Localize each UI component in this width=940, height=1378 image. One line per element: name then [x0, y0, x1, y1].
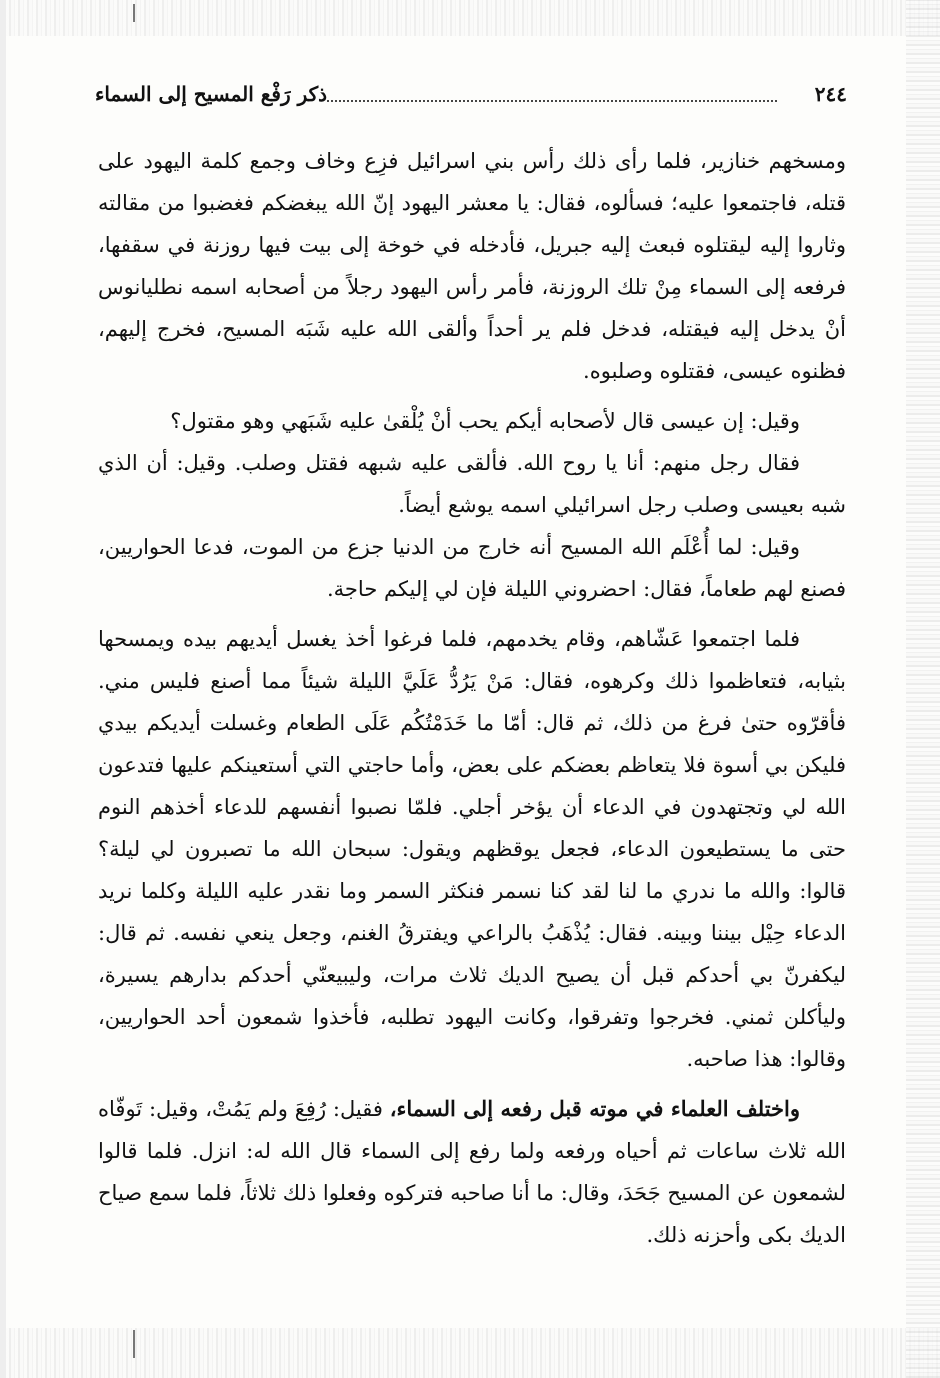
page-number: ٢٤٤ — [814, 82, 847, 106]
paragraph-4 — [98, 526, 846, 610]
scan-mark-top — [133, 4, 135, 22]
paragraph-text: فقال رجل منهم: أنا يا روح الله. فألقى عليه شبهه فقتل وصلب. وقيل: أن الذي شبه بعيسى وصلب رجل اسرائيلي اسمه يوشع أيضاً. — [98, 451, 846, 517]
scan-border-top — [0, 0, 940, 36]
paragraph-text: فلما اجتمعوا عَشّاهم، وقام يخدمهم، فلما فرغوا أخذ يغسل أيديهم بيده ويمسحها بثيابه، فتعاظموا ذلك وكرهوه، فقال: مَنْ يَرُدُّ عَلَيَّ الليلة شيئاً مما أصنع فليس مني. فأقرّوه حتىٰ فرغ من ذلك، ثم قال: أمّا ما خَدَمْتُكُم عَلَى الطعام وغسلت أيديكم بيدي فليكن بي أسوة فلا يتعاظم بعضكم على بعض، وأما حاجتي التي أستعينكم عليها فتدعون الله لي وتجتهدون في الدعاء أن يؤخر أجلي. فلمّا نصبوا أنفسهم للدعاء أخذهم النوم حتى ما يستطيعون الدعاء، فجعل يوقظهم ويقول: سبحان الله ما تصبرون لي ليلة؟ قالوا: والله ما ندري ما لنا لقد كنا نسمر فنكثر السمر وما نقدر عليه الليلة وكلما نريد الدعاء حِيْل بيننا وبينه. فقال: يُذْهَبُ بالراعي ويفترقُ الغنم، وجعل ينعي نفسه. ثم قال: ليكفرنّ بي أحدكم قبل أن يصيح الديك ثلاث مرات، وليبيعنّي أحدكم بدارهم يسيرة، وليأكلن ثمني. فخرجوا وتفرقوا، وكانت اليهود تطلبه، فأخذوا شمعون أحد الحواريين، وقالوا: هذا صاحبه. — [98, 627, 846, 1071]
scan-border-left — [0, 0, 6, 1378]
paragraph-6 — [98, 1088, 846, 1256]
page-header — [95, 76, 847, 114]
scan-border-right — [906, 0, 940, 1378]
paragraph-text: ومسخهم خنازير، فلما رأى ذلك رأس بني اسرائيل فزِع وخاف وجمع كلمة اليهود على قتله، فاجتمعوا عليه؛ فسألوه، فقال: يا معشر اليهود إنّ الله يبغضكم فغضبوا من مقالته وثاروا إليه ليقتلوه فبعث إليه جبريل، فأدخله في خوخة إلى بيت فيها روزنة في سقفها، فرفعه إلى السماء مِنْ تلك الروزنة، فأمر رأس اليهود رجلاً من أصحابه اسمه نطليانوس أنْ يدخل إليه فيقتله، فدخل فلم ير أحداً وألقى الله عليه شَبَه المسيح، فخرج إليهم، فظنوه عيسى، فقتلوه وصلبوه. — [98, 149, 846, 383]
paragraph-2 — [98, 400, 846, 442]
scan-mark-bottom — [133, 1330, 135, 1358]
running-title: ذكر رَفْع المسيح إلى السماء — [95, 82, 328, 106]
paragraph-text: فقيل: رُفِعَ ولم يَمُتْ، وقيل: تَوفّاه الله ثلاث ساعات ثم أحياه ورفعه ولما رفع إلى السماء قال الله له: انزل. فلما قالوا لشمعون عن المسيح جَحَدَ، وقال: ما أنا صاحبه فتركوه وفعلوا ذلك ثلاثاً، فلما سمع صياح الديك بكى وأحزنه ذلك. — [98, 1097, 846, 1247]
paragraph-5 — [98, 618, 846, 1080]
page-body — [98, 140, 846, 1256]
paragraph-text: وقيل: لما أُعْلَم الله المسيح أنه خارج من الدنيا جزع من الموت، فدعا الحواريين، فصنع لهم طعاماً، فقال: احضروني الليلة فإن لي إليكم حاجة. — [98, 535, 846, 601]
paragraph-lead: واختلف العلماء في موته قبل رفعه إلى السماء، — [389, 1096, 800, 1121]
scan-border-bottom — [0, 1328, 940, 1378]
paragraph-1 — [98, 140, 846, 392]
paragraph-text: وقيل: إن عيسى قال لأصحابه أيكم يحب أنْ يُلْقىٰ عليه شَبَهي وهو مقتول؟ — [170, 409, 800, 433]
paragraph-3 — [98, 442, 846, 526]
header-dotted-rule — [327, 100, 777, 102]
